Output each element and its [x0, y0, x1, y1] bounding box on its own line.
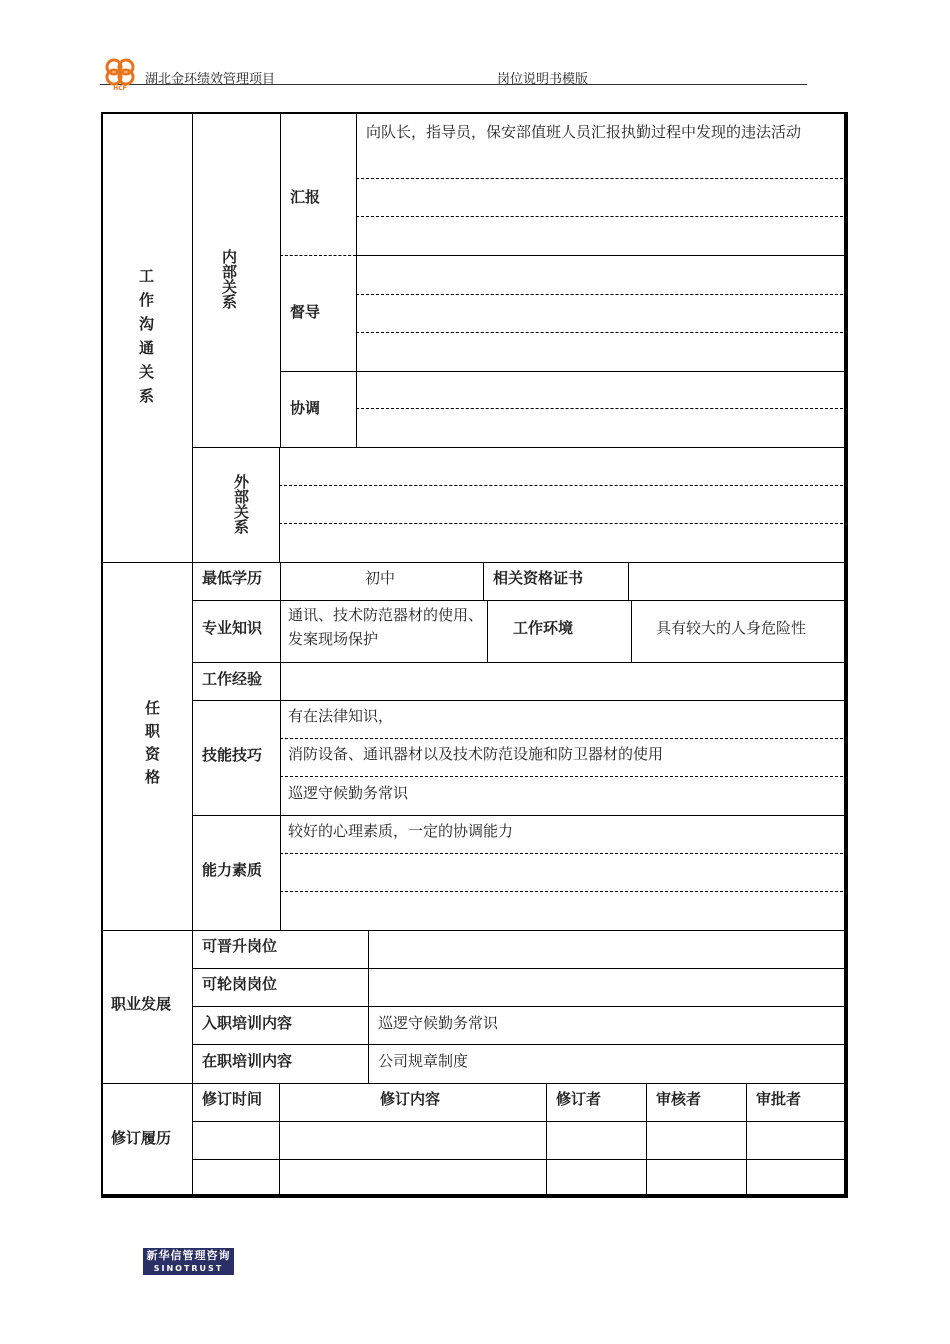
document-type: 岗位说明书模版 — [497, 72, 589, 87]
environment-label: 工作环境 — [513, 619, 574, 637]
internal-relations-label: 内部关系 — [220, 249, 238, 309]
onboarding-training-value: 巡逻守候勤务常识 — [378, 1014, 499, 1032]
revision-column-header: 修订时间 — [202, 1090, 263, 1108]
report-content: 向队长，指导员，保安部值班人员汇报执勤过程中发现的违法活动 — [366, 123, 802, 141]
brand-name-en: SINOTRUST — [153, 1264, 224, 1273]
brand-name-cn: 新华信管理咨询 — [146, 1249, 231, 1262]
promotion-label: 可晋升岗位 — [202, 937, 278, 955]
revision-column-header: 修订内容 — [380, 1090, 441, 1108]
knowledge-value: 通讯、技术防范器材的使用、发案现场保护 — [288, 606, 484, 648]
experience-label: 工作经验 — [202, 670, 263, 688]
career-section-label: 职业发展 — [111, 995, 172, 1013]
onboarding-training-label: 入职培训内容 — [202, 1014, 293, 1032]
svg-text:HCF: HCF — [113, 85, 127, 91]
certificate-label: 相关资格证书 — [493, 569, 584, 587]
inservice-training-value: 公司规章制度 — [378, 1052, 469, 1070]
knowledge-label: 专业知识 — [202, 619, 263, 637]
revision-column-header: 审批者 — [756, 1090, 802, 1108]
page-header — [100, 55, 807, 91]
skill-item: 有在法律知识， — [288, 707, 394, 725]
job-description-table — [101, 112, 848, 1198]
footer-brand-logo — [143, 1248, 234, 1275]
report-label: 汇报 — [290, 188, 321, 206]
revision-column-header: 修订者 — [556, 1090, 602, 1108]
coordinate-label: 协调 — [290, 399, 321, 417]
revision-section-label: 修订履历 — [111, 1129, 172, 1147]
company-logo — [100, 55, 140, 91]
environment-value: 具有较大的人身危险性 — [656, 619, 807, 637]
company-name: 湖北金环绩效管理项目 — [145, 72, 276, 87]
skills-label: 技能技巧 — [202, 746, 263, 764]
inservice-training-label: 在职培训内容 — [202, 1052, 293, 1070]
education-label: 最低学历 — [202, 569, 263, 587]
supervise-label: 督导 — [290, 303, 321, 321]
skill-item: 消防设备、通讯器材以及技术防范设施和防卫器材的使用 — [288, 745, 664, 763]
communication-section-label: 工作沟通关系 — [137, 268, 155, 412]
revision-column-header: 审核者 — [656, 1090, 702, 1108]
ability-label: 能力素质 — [202, 861, 263, 879]
qualification-section-label: 任职资格 — [143, 700, 161, 792]
external-relations-label: 外部关系 — [232, 474, 250, 534]
rotation-label: 可轮岗岗位 — [202, 975, 278, 993]
ability-item: 较好的心理素质，一定的协调能力 — [288, 822, 514, 840]
education-value: 初中 — [365, 569, 396, 587]
skill-item: 巡逻守候勤务常识 — [288, 784, 409, 802]
